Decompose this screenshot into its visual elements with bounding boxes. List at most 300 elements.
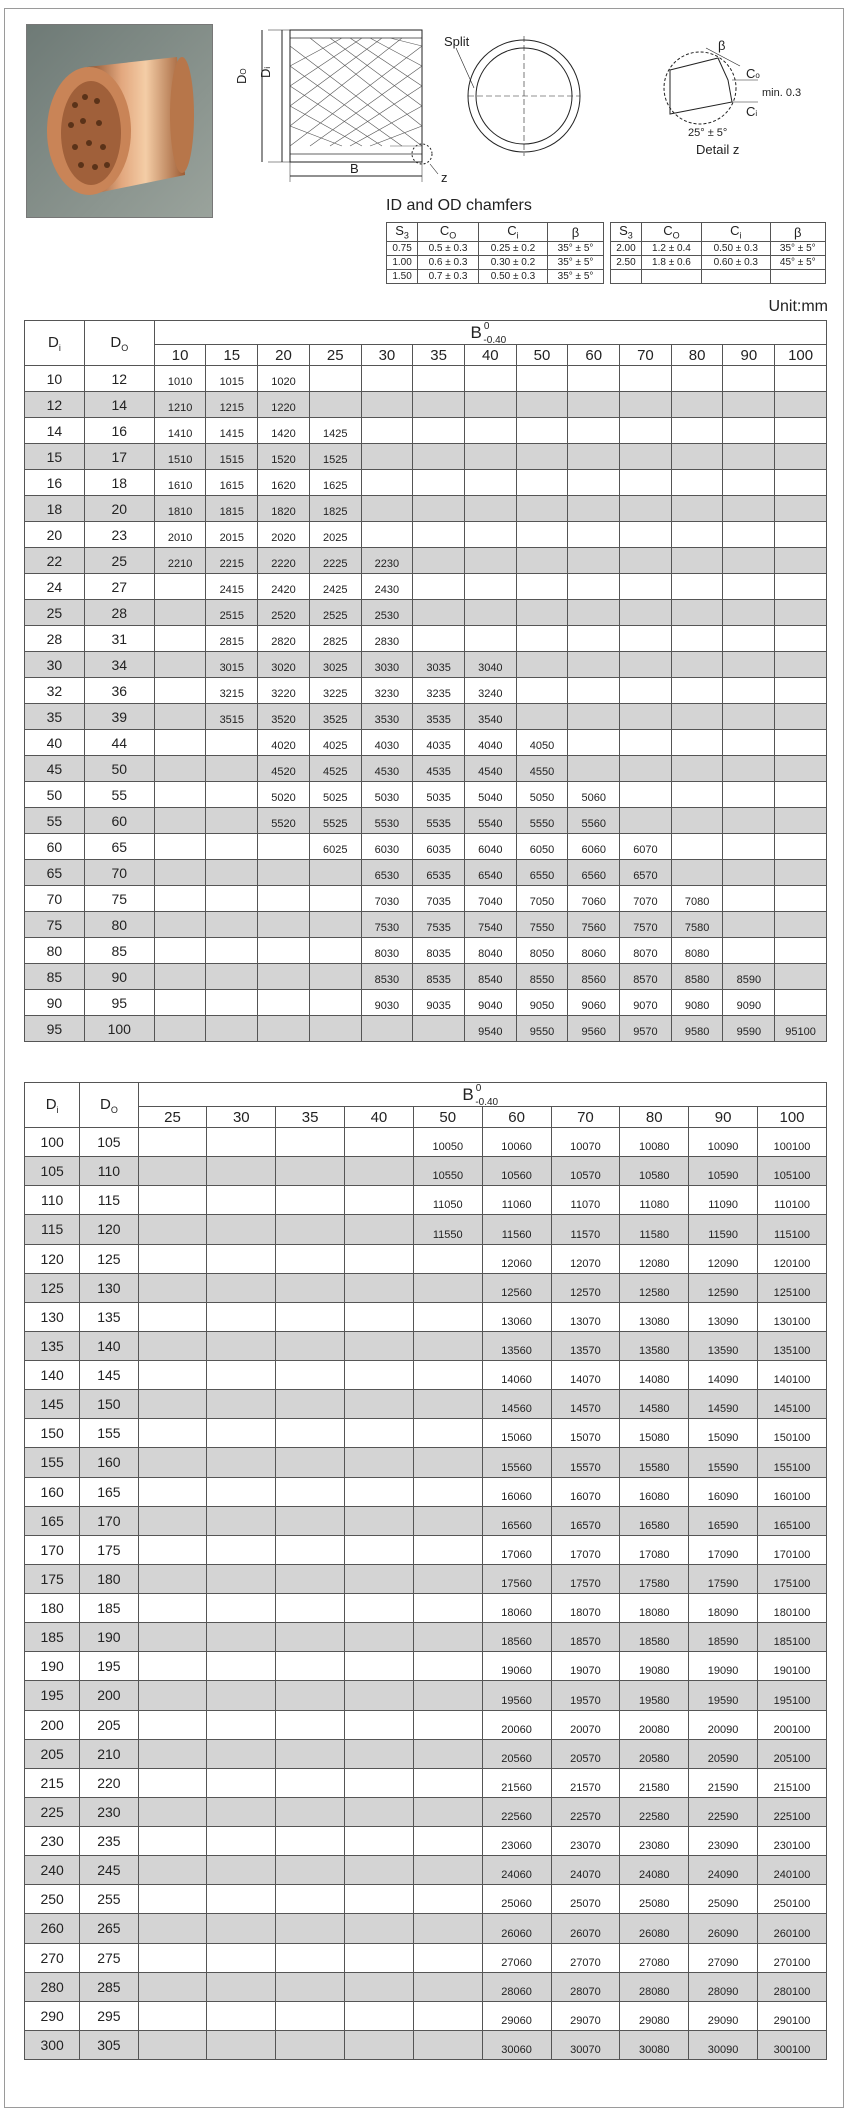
- part-number-cell: 1625: [309, 470, 361, 496]
- part-number-cell: 8035: [413, 938, 465, 964]
- part-number-cell: [413, 1331, 482, 1360]
- part-number-cell: [775, 886, 827, 912]
- part-number-cell: 10070: [551, 1128, 620, 1157]
- part-number-cell: 2020: [258, 522, 310, 548]
- do-cell: 17: [84, 444, 154, 470]
- b-label: B: [350, 161, 359, 176]
- part-number-cell: [516, 418, 568, 444]
- do-cell: 285: [80, 1972, 138, 2001]
- part-number-cell: 3040: [464, 652, 516, 678]
- beta-label: β: [718, 38, 726, 53]
- part-number-cell: 9560: [568, 1016, 620, 1042]
- part-number-cell: [775, 912, 827, 938]
- part-number-cell: 3235: [413, 678, 465, 704]
- part-number-cell: 16080: [620, 1477, 689, 1506]
- do-cell: 220: [80, 1768, 138, 1797]
- part-number-cell: 18580: [620, 1623, 689, 1652]
- part-number-cell: [775, 470, 827, 496]
- part-number-cell: 17580: [620, 1564, 689, 1593]
- part-number-cell: [723, 730, 775, 756]
- part-number-cell: [258, 990, 310, 1016]
- part-number-cell: [516, 652, 568, 678]
- part-number-cell: [276, 1157, 345, 1186]
- part-number-cell: 2525: [309, 600, 361, 626]
- di-cell: 145: [25, 1390, 80, 1419]
- di-cell: 12: [25, 392, 85, 418]
- part-number-cell: 29090: [689, 2001, 758, 2030]
- part-number-cell: 1520: [258, 444, 310, 470]
- part-number-cell: 8070: [620, 938, 672, 964]
- part-number-cell: [464, 496, 516, 522]
- part-number-cell: 9550: [516, 1016, 568, 1042]
- do-cell: 205: [80, 1710, 138, 1739]
- part-number-cell: 9070: [620, 990, 672, 1016]
- part-number-cell: [723, 522, 775, 548]
- di-cell: 200: [25, 1710, 80, 1739]
- part-number-cell: [206, 860, 258, 886]
- part-number-cell: 15590: [689, 1448, 758, 1477]
- b-value-header: 35: [413, 345, 465, 366]
- part-number-cell: 2230: [361, 548, 413, 574]
- part-number-cell: [723, 782, 775, 808]
- part-number-cell: 3230: [361, 678, 413, 704]
- part-number-cell: 22590: [689, 1797, 758, 1826]
- part-number-cell: 6050: [516, 834, 568, 860]
- do-cell: 39: [84, 704, 154, 730]
- part-number-cell: 13580: [620, 1331, 689, 1360]
- part-number-cell: 1525: [309, 444, 361, 470]
- part-number-cell: [276, 1215, 345, 1244]
- ci-label: Ci: [746, 104, 758, 119]
- table-row: [25, 1535, 827, 1564]
- part-number-cell: 19580: [620, 1681, 689, 1710]
- part-number-cell: 18080: [620, 1594, 689, 1623]
- part-number-cell: [207, 1419, 276, 1448]
- part-number-cell: 9035: [413, 990, 465, 1016]
- part-number-cell: [154, 912, 206, 938]
- part-number-cell: [345, 1244, 414, 1273]
- part-number-cell: [276, 1244, 345, 1273]
- part-number-cell: 200100: [758, 1710, 827, 1739]
- di-cell: 45: [25, 756, 85, 782]
- part-number-cell: 10550: [413, 1157, 482, 1186]
- part-number-cell: [620, 366, 672, 392]
- di-label: Di: [258, 66, 273, 78]
- do-cell: 245: [80, 1856, 138, 1885]
- part-number-cell: [568, 444, 620, 470]
- part-number-cell: [413, 366, 465, 392]
- part-number-cell: 19070: [551, 1652, 620, 1681]
- do-cell: 75: [84, 886, 154, 912]
- part-number-cell: [464, 626, 516, 652]
- part-number-cell: 23090: [689, 1827, 758, 1856]
- di-cell: 155: [25, 1448, 80, 1477]
- part-number-cell: 6040: [464, 834, 516, 860]
- part-number-cell: [345, 1739, 414, 1768]
- part-number-cell: [723, 860, 775, 886]
- part-number-cell: [361, 418, 413, 444]
- chamfer-row: 1.00 0.6 ± 0.3 0.30 ± 0.2 35° ± 5°: [387, 256, 604, 270]
- di-cell: 95: [25, 1016, 85, 1042]
- part-number-cell: 23080: [620, 1827, 689, 1856]
- part-number-cell: [775, 574, 827, 600]
- b-header: B $^0_{-0.40}$: [154, 321, 826, 345]
- part-number-cell: [413, 1943, 482, 1972]
- part-number-cell: [138, 1914, 207, 1943]
- part-number-cell: [276, 1564, 345, 1593]
- part-number-cell: [345, 1419, 414, 1448]
- part-number-cell: [775, 860, 827, 886]
- table-row: [25, 782, 827, 808]
- part-number-cell: [516, 366, 568, 392]
- part-number-cell: [207, 2001, 276, 2030]
- part-number-cell: [413, 1797, 482, 1826]
- part-number-cell: 11050: [413, 1186, 482, 1215]
- table-row: [25, 600, 827, 626]
- do-cell: 275: [80, 1943, 138, 1972]
- table-row: [25, 2030, 827, 2059]
- part-number-cell: [154, 886, 206, 912]
- part-number-cell: 10080: [620, 1128, 689, 1157]
- table-row: [25, 1914, 827, 1943]
- part-number-cell: 2015: [206, 522, 258, 548]
- part-number-cell: 180100: [758, 1594, 827, 1623]
- part-number-cell: 14080: [620, 1361, 689, 1390]
- part-number-cell: 110100: [758, 1186, 827, 1215]
- part-number-cell: [276, 1128, 345, 1157]
- part-number-cell: 16580: [620, 1506, 689, 1535]
- table-row: [25, 1419, 827, 1448]
- part-number-cell: [723, 626, 775, 652]
- di-cell: 65: [25, 860, 85, 886]
- part-number-cell: [516, 574, 568, 600]
- part-number-cell: [671, 808, 723, 834]
- part-number-cell: 1510: [154, 444, 206, 470]
- part-number-cell: 9050: [516, 990, 568, 1016]
- part-number-cell: 5060: [568, 782, 620, 808]
- part-number-cell: [345, 1885, 414, 1914]
- part-number-cell: 290100: [758, 2001, 827, 2030]
- di-cell: 24: [25, 574, 85, 600]
- part-number-cell: 12570: [551, 1273, 620, 1302]
- part-number-cell: [413, 1885, 482, 1914]
- part-number-cell: 18560: [482, 1623, 551, 1652]
- table-row: [25, 1331, 827, 1360]
- part-number-cell: 7550: [516, 912, 568, 938]
- part-number-cell: [138, 1972, 207, 2001]
- part-number-cell: [309, 1016, 361, 1042]
- table-row: [25, 1972, 827, 2001]
- part-number-cell: 300100: [758, 2030, 827, 2059]
- part-number-cell: [516, 678, 568, 704]
- part-number-cell: [138, 1390, 207, 1419]
- part-number-cell: [620, 392, 672, 418]
- part-number-cell: [154, 964, 206, 990]
- b-value-header: 90: [723, 345, 775, 366]
- do-cell: 60: [84, 808, 154, 834]
- part-number-cell: [138, 1244, 207, 1273]
- part-number-cell: 4550: [516, 756, 568, 782]
- part-number-cell: [207, 1827, 276, 1856]
- part-number-cell: 1020: [258, 366, 310, 392]
- do-cell: 125: [80, 1244, 138, 1273]
- part-number-cell: [723, 834, 775, 860]
- part-number-cell: [207, 1244, 276, 1273]
- part-number-cell: 11090: [689, 1186, 758, 1215]
- part-number-cell: 23060: [482, 1827, 551, 1856]
- part-number-cell: 4540: [464, 756, 516, 782]
- part-number-cell: 9570: [620, 1016, 672, 1042]
- part-number-cell: [207, 1972, 276, 2001]
- b-value-header: 70: [620, 345, 672, 366]
- part-number-cell: 165100: [758, 1506, 827, 1535]
- part-number-cell: [723, 444, 775, 470]
- do-cell: 85: [84, 938, 154, 964]
- b-value-header: 80: [620, 1107, 689, 1128]
- chamfer-row: 2.50 1.8 ± 0.6 0.60 ± 0.3 45° ± 5°: [611, 256, 826, 270]
- table-row: [25, 392, 827, 418]
- part-number-cell: [413, 1972, 482, 2001]
- part-number-cell: 6035: [413, 834, 465, 860]
- do-cell: 145: [80, 1361, 138, 1390]
- part-number-cell: [671, 496, 723, 522]
- part-number-cell: 10060: [482, 1128, 551, 1157]
- part-number-cell: [138, 1128, 207, 1157]
- part-number-cell: [276, 1390, 345, 1419]
- part-number-cell: [206, 730, 258, 756]
- split-label: Split: [444, 34, 470, 49]
- part-number-cell: [568, 704, 620, 730]
- part-number-cell: 2425: [309, 574, 361, 600]
- part-number-cell: [345, 1157, 414, 1186]
- part-number-cell: [516, 444, 568, 470]
- part-number-cell: 9040: [464, 990, 516, 1016]
- part-number-cell: [620, 496, 672, 522]
- unit-label: Unit:mm: [768, 298, 828, 315]
- part-number-cell: [775, 730, 827, 756]
- part-number-cell: 25070: [551, 1885, 620, 1914]
- di-cell: 215: [25, 1768, 80, 1797]
- table-row: [25, 1768, 827, 1797]
- do-cell: 27: [84, 574, 154, 600]
- part-number-cell: [258, 938, 310, 964]
- part-number-cell: 17560: [482, 1564, 551, 1593]
- part-number-cell: 2215: [206, 548, 258, 574]
- co-label: Co: [746, 66, 760, 81]
- part-number-cell: 3220: [258, 678, 310, 704]
- part-number-cell: [568, 652, 620, 678]
- di-cell: 70: [25, 886, 85, 912]
- b-value-header: 100: [758, 1107, 827, 1128]
- do-cell: 210: [80, 1739, 138, 1768]
- part-number-cell: [345, 1128, 414, 1157]
- part-number-cell: 1620: [258, 470, 310, 496]
- part-number-cell: 19060: [482, 1652, 551, 1681]
- part-number-cell: 7060: [568, 886, 620, 912]
- b-value-header: 15: [206, 345, 258, 366]
- part-number-cell: [413, 2030, 482, 2059]
- part-number-cell: [276, 1943, 345, 1972]
- part-number-cell: [775, 834, 827, 860]
- di-header: $D_i$: [25, 1083, 80, 1128]
- part-number-cell: [345, 1914, 414, 1943]
- part-number-cell: 6060: [568, 834, 620, 860]
- part-number-cell: [464, 470, 516, 496]
- part-number-cell: 7080: [671, 886, 723, 912]
- part-number-cell: [671, 444, 723, 470]
- part-number-cell: 6560: [568, 860, 620, 886]
- part-number-cell: [413, 1564, 482, 1593]
- part-number-cell: [775, 600, 827, 626]
- part-number-cell: 1015: [206, 366, 258, 392]
- table-row: [25, 626, 827, 652]
- part-number-cell: 18570: [551, 1623, 620, 1652]
- part-number-cell: [671, 678, 723, 704]
- part-number-cell: 4050: [516, 730, 568, 756]
- part-number-cell: 14060: [482, 1361, 551, 1390]
- part-number-cell: 10580: [620, 1157, 689, 1186]
- part-number-cell: [276, 1768, 345, 1797]
- table-row: [25, 496, 827, 522]
- di-cell: 10: [25, 366, 85, 392]
- part-number-cell: 29080: [620, 2001, 689, 2030]
- part-number-cell: 6550: [516, 860, 568, 886]
- part-number-cell: [309, 964, 361, 990]
- part-number-cell: 2430: [361, 574, 413, 600]
- part-number-cell: 7050: [516, 886, 568, 912]
- part-number-cell: [345, 1594, 414, 1623]
- part-number-cell: [345, 1827, 414, 1856]
- part-number-cell: 6030: [361, 834, 413, 860]
- do-cell: 95: [84, 990, 154, 1016]
- part-number-cell: [138, 1157, 207, 1186]
- part-number-cell: 9060: [568, 990, 620, 1016]
- part-number-cell: [361, 444, 413, 470]
- table-row: [25, 990, 827, 1016]
- do-header: $D_O$: [84, 321, 154, 366]
- part-number-cell: [413, 496, 465, 522]
- di-cell: 190: [25, 1652, 80, 1681]
- part-number-cell: 30080: [620, 2030, 689, 2059]
- part-number-cell: [723, 496, 775, 522]
- do-cell: 190: [80, 1623, 138, 1652]
- part-number-cell: [413, 574, 465, 600]
- part-number-cell: 21560: [482, 1768, 551, 1797]
- part-number-cell: 3520: [258, 704, 310, 730]
- table-row: [25, 366, 827, 392]
- b-value-header: 60: [482, 1107, 551, 1128]
- part-number-cell: 5050: [516, 782, 568, 808]
- part-number-cell: 4520: [258, 756, 310, 782]
- part-number-cell: [775, 756, 827, 782]
- part-number-cell: [138, 1710, 207, 1739]
- part-number-cell: [671, 366, 723, 392]
- part-number-cell: [138, 2030, 207, 2059]
- part-number-cell: 150100: [758, 1419, 827, 1448]
- part-number-cell: [413, 1681, 482, 1710]
- part-number-cell: [276, 1594, 345, 1623]
- do-cell: 160: [80, 1448, 138, 1477]
- part-number-cell: [413, 444, 465, 470]
- part-number-cell: 13080: [620, 1302, 689, 1331]
- part-number-cell: 27060: [482, 1943, 551, 1972]
- part-number-cell: 15070: [551, 1419, 620, 1448]
- di-cell: 110: [25, 1186, 80, 1215]
- part-number-cell: [345, 1448, 414, 1477]
- part-number-cell: [207, 1594, 276, 1623]
- table-row: [25, 1564, 827, 1593]
- di-cell: 32: [25, 678, 85, 704]
- do-cell: 12: [84, 366, 154, 392]
- part-number-cell: [775, 678, 827, 704]
- part-number-cell: [620, 626, 672, 652]
- part-number-cell: [775, 938, 827, 964]
- part-number-cell: [345, 1186, 414, 1215]
- di-cell: 300: [25, 2030, 80, 2059]
- part-number-cell: 120100: [758, 1244, 827, 1273]
- size-table-1: [24, 320, 827, 1042]
- part-number-cell: 12580: [620, 1273, 689, 1302]
- part-number-cell: 19570: [551, 1681, 620, 1710]
- part-number-cell: [138, 1739, 207, 1768]
- part-number-cell: [207, 1739, 276, 1768]
- part-number-cell: 26060: [482, 1914, 551, 1943]
- part-number-cell: [207, 1710, 276, 1739]
- b-value-header: 70: [551, 1107, 620, 1128]
- part-number-cell: [413, 1244, 482, 1273]
- do-cell: 235: [80, 1827, 138, 1856]
- do-cell: 170: [80, 1506, 138, 1535]
- part-number-cell: [138, 1797, 207, 1826]
- part-number-cell: [207, 1652, 276, 1681]
- b-value-header: 40: [464, 345, 516, 366]
- table-row: [25, 1157, 827, 1186]
- part-number-cell: 170100: [758, 1535, 827, 1564]
- part-number-cell: [138, 1943, 207, 1972]
- part-number-cell: [345, 1943, 414, 1972]
- di-cell: 40: [25, 730, 85, 756]
- part-number-cell: [775, 704, 827, 730]
- chamfer-row: 0.75 0.5 ± 0.3 0.25 ± 0.2 35° ± 5°: [387, 242, 604, 256]
- part-number-cell: [620, 756, 672, 782]
- part-number-cell: [775, 548, 827, 574]
- part-number-cell: [361, 522, 413, 548]
- part-number-cell: [138, 1768, 207, 1797]
- part-number-cell: [568, 626, 620, 652]
- part-number-cell: 15090: [689, 1419, 758, 1448]
- part-number-cell: [138, 1856, 207, 1885]
- part-number-cell: [671, 652, 723, 678]
- part-number-cell: [775, 782, 827, 808]
- part-number-cell: 16570: [551, 1506, 620, 1535]
- part-number-cell: 29070: [551, 2001, 620, 2030]
- part-number-cell: 240100: [758, 1856, 827, 1885]
- part-number-cell: [413, 1914, 482, 1943]
- part-number-cell: [276, 1710, 345, 1739]
- do-cell: 230: [80, 1797, 138, 1826]
- part-number-cell: [154, 756, 206, 782]
- part-number-cell: 4025: [309, 730, 361, 756]
- part-number-cell: 9080: [671, 990, 723, 1016]
- part-number-cell: 17080: [620, 1535, 689, 1564]
- part-number-cell: [309, 860, 361, 886]
- part-number-cell: [671, 548, 723, 574]
- part-number-cell: [413, 470, 465, 496]
- part-number-cell: [207, 1477, 276, 1506]
- di-cell: 18: [25, 496, 85, 522]
- part-number-cell: 8040: [464, 938, 516, 964]
- part-number-cell: 2825: [309, 626, 361, 652]
